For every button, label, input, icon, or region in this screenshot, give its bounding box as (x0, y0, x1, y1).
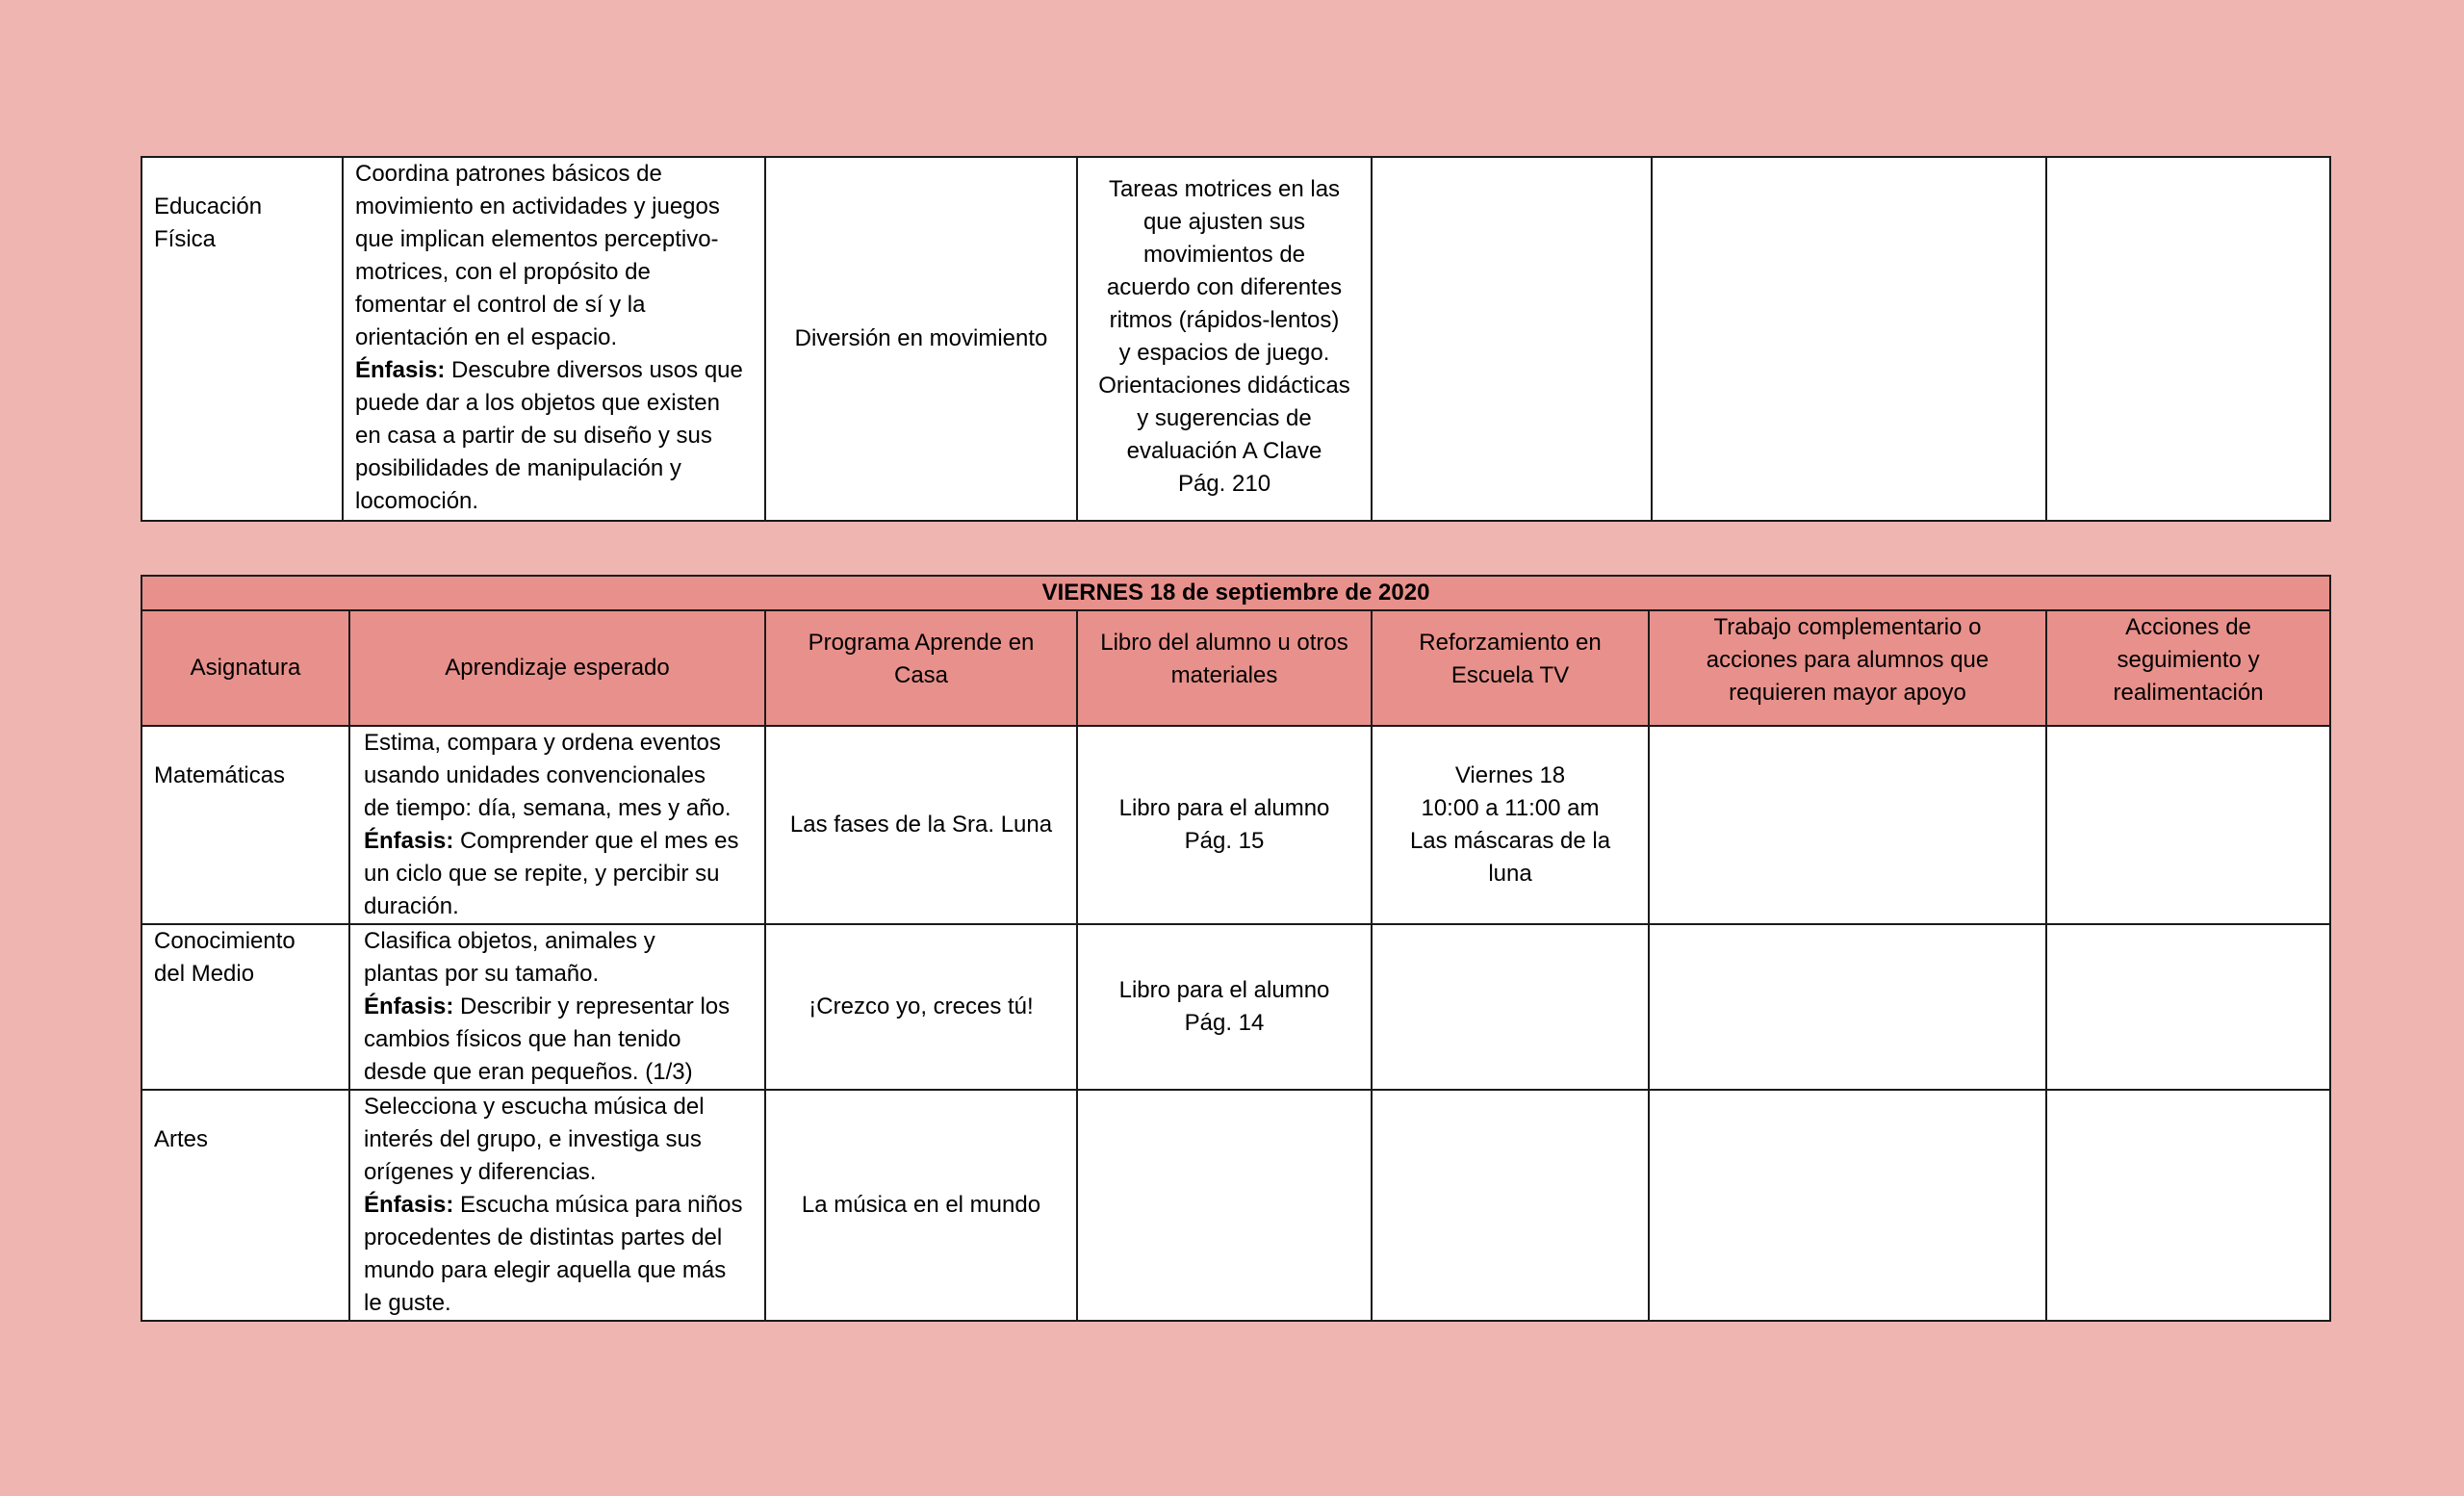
book-text-line: Pág. 210 (1177, 471, 1271, 497)
header-label-line: Reforzamiento en (1419, 630, 1602, 656)
book-text-line: que ajusten sus (1142, 209, 1306, 235)
program-title: La música en el mundo (801, 1192, 1041, 1218)
follow-up-cell (2046, 157, 2330, 521)
header-label-line: acciones para alumnos que (1706, 647, 1989, 673)
expected-text-line: orientación en el espacio. (355, 324, 618, 350)
book-text-line: Libro para el alumno (1118, 977, 1330, 1003)
emphasis-text-line: Descubre diversos usos que (445, 357, 743, 383)
book-text-line: Pág. 15 (1184, 828, 1265, 854)
expected-text-line: movimiento en actividades y juegos (355, 193, 720, 219)
emphasis-text-line: procedentes de distintas partes del (364, 1225, 723, 1251)
follow-up-cell (2046, 1090, 2330, 1321)
book-cell (1077, 924, 1372, 1090)
expected-text-line: orígenes y diferencias. (364, 1159, 597, 1185)
follow-up-cell (2046, 726, 2330, 924)
program-cell (765, 924, 1077, 1090)
header-label: Asignatura (190, 655, 301, 681)
emphasis-text-line: Escucha música para niños (453, 1192, 743, 1218)
expected-text-line: interés del grupo, e investiga sus (364, 1126, 702, 1152)
complementary-work-cell (1649, 1090, 2046, 1321)
subject-cell (141, 924, 349, 1090)
book-cell (1077, 726, 1372, 924)
book-cell (1077, 157, 1372, 521)
subject-label: Matemáticas (154, 762, 286, 788)
header-label-line: Libro del alumno u otros (1100, 630, 1348, 656)
book-text-line: Tareas motrices en las (1108, 176, 1341, 202)
day-title: VIERNES 18 de septiembre de 2020 (141, 576, 2330, 610)
emphasis-text-line: mundo para elegir aquella que más (364, 1257, 727, 1283)
header-label-line: realimentación (2113, 680, 2264, 706)
book-text-line: acuerdo con diferentes (1106, 274, 1343, 300)
expected-learning-cell (349, 726, 765, 924)
expected-text-line: fomentar el control de sí y la (355, 292, 646, 318)
reinforcement-text-line: Viernes 18 (1454, 762, 1566, 788)
expected-learning-cell (349, 1090, 765, 1321)
header-follow-up (2046, 610, 2330, 726)
subject-label: Conocimiento (154, 928, 295, 954)
emphasis-text-line: un ciclo que se repite, y percibir su (364, 861, 720, 887)
header-label-line: seguimiento y (2117, 647, 2260, 673)
emphasis-label: Énfasis: (355, 357, 446, 383)
book-text-line: Pág. 14 (1184, 1010, 1265, 1036)
header-label-line: requieren mayor apoyo (1729, 680, 1966, 706)
header-subject (141, 610, 349, 726)
program-title: Las fases de la Sra. Luna (789, 812, 1053, 838)
table-row (141, 726, 2330, 924)
emphasis-text-line: Comprender que el mes es (453, 828, 739, 854)
header-label-line: Casa (893, 662, 949, 688)
program-cell (765, 1090, 1077, 1321)
reinforcement-text-line: luna (1488, 861, 1532, 887)
schedule-table-friday (141, 575, 2331, 1322)
table-row (141, 924, 2330, 1090)
emphasis-label: Énfasis: (364, 1192, 454, 1218)
subject-cell (141, 1090, 349, 1321)
expected-text-line: Selecciona y escucha música del (364, 1094, 705, 1120)
emphasis-text-line: en casa a partir de su diseño y sus (355, 423, 712, 449)
program-title: Diversión en movimiento (794, 325, 1048, 351)
complementary-work-cell (1652, 157, 2046, 521)
header-label-line: materiales (1170, 662, 1278, 688)
book-text-line: Libro para el alumno (1118, 795, 1330, 821)
reinforcement-cell (1372, 726, 1649, 924)
book-text-line: y sugerencias de (1137, 405, 1312, 431)
book-text-line: movimientos de (1142, 242, 1306, 268)
header-label: Aprendizaje esperado (445, 655, 670, 681)
emphasis-label: Énfasis: (364, 828, 454, 854)
day-title-row (141, 576, 2330, 610)
emphasis-text-line: duración. (364, 893, 459, 919)
schedule-table-continuation (141, 156, 2331, 522)
expected-text-line: Estima, compara y ordena eventos (364, 730, 721, 756)
subject-label: Artes (154, 1126, 209, 1152)
expected-text-line: plantas por su tamaño. (364, 961, 600, 987)
emphasis-text-line: puede dar a los objetos que existen (355, 390, 720, 416)
header-label-line: Programa Aprende en (808, 630, 1035, 656)
expected-text-line: Coordina patrones básicos de (355, 161, 662, 187)
emphasis-text-line: cambios físicos que han tenido (364, 1026, 681, 1052)
program-title: ¡Crezco yo, creces tú! (808, 993, 1034, 1019)
expected-text-line: motrices, con el propósito de (355, 259, 651, 285)
emphasis-text-line: le guste. (364, 1290, 451, 1316)
follow-up-cell (2046, 924, 2330, 1090)
subject-cell (141, 726, 349, 924)
reinforcement-cell (1372, 924, 1649, 1090)
book-text-line: Orientaciones didácticas (1098, 373, 1350, 399)
reinforcement-cell (1372, 157, 1652, 521)
header-program (765, 610, 1077, 726)
expected-learning-cell (349, 924, 765, 1090)
header-row (141, 610, 2330, 726)
expected-text-line: que implican elementos perceptivo- (355, 226, 719, 252)
subject-cell (141, 157, 343, 521)
book-text-line: evaluación A Clave (1126, 438, 1322, 464)
table-row (141, 1090, 2330, 1321)
book-cell (1077, 1090, 1372, 1321)
expected-learning-cell (343, 157, 765, 521)
header-reinforcement (1372, 610, 1649, 726)
emphasis-text-line: Describir y representar los (453, 993, 731, 1019)
subject-label: Educación Física (154, 193, 263, 252)
emphasis-text-line: locomoción. (355, 488, 479, 514)
book-text-line: ritmos (rápidos-lentos) (1109, 307, 1340, 333)
header-label-line: Trabajo complementario o (1713, 614, 1982, 640)
program-cell (765, 157, 1077, 521)
reinforcement-cell (1372, 1090, 1649, 1321)
header-expected-learning (349, 610, 765, 726)
emphasis-label: Énfasis: (364, 993, 454, 1019)
table-row (141, 157, 2330, 521)
book-text-line: y espacios de juego. (1118, 340, 1330, 366)
emphasis-text-line: posibilidades de manipulación y (355, 455, 681, 481)
program-cell (765, 726, 1077, 924)
header-book (1077, 610, 1372, 726)
reinforcement-text-line: Las máscaras de la (1409, 828, 1611, 854)
subject-label: del Medio (154, 961, 255, 987)
header-complementary-work (1649, 610, 2046, 726)
expected-text-line: de tiempo: día, semana, mes y año. (364, 795, 732, 821)
expected-text-line: usando unidades convencionales (364, 762, 706, 788)
complementary-work-cell (1649, 924, 2046, 1090)
emphasis-text-line: desde que eran pequeños. (1/3) (364, 1059, 693, 1085)
header-label-line: Escuela TV (1450, 662, 1570, 688)
reinforcement-text-line: 10:00 a 11:00 am (1421, 795, 1600, 821)
complementary-work-cell (1649, 726, 2046, 924)
header-label-line: Acciones de (2125, 614, 2251, 640)
expected-text-line: Clasifica objetos, animales y (364, 928, 655, 954)
